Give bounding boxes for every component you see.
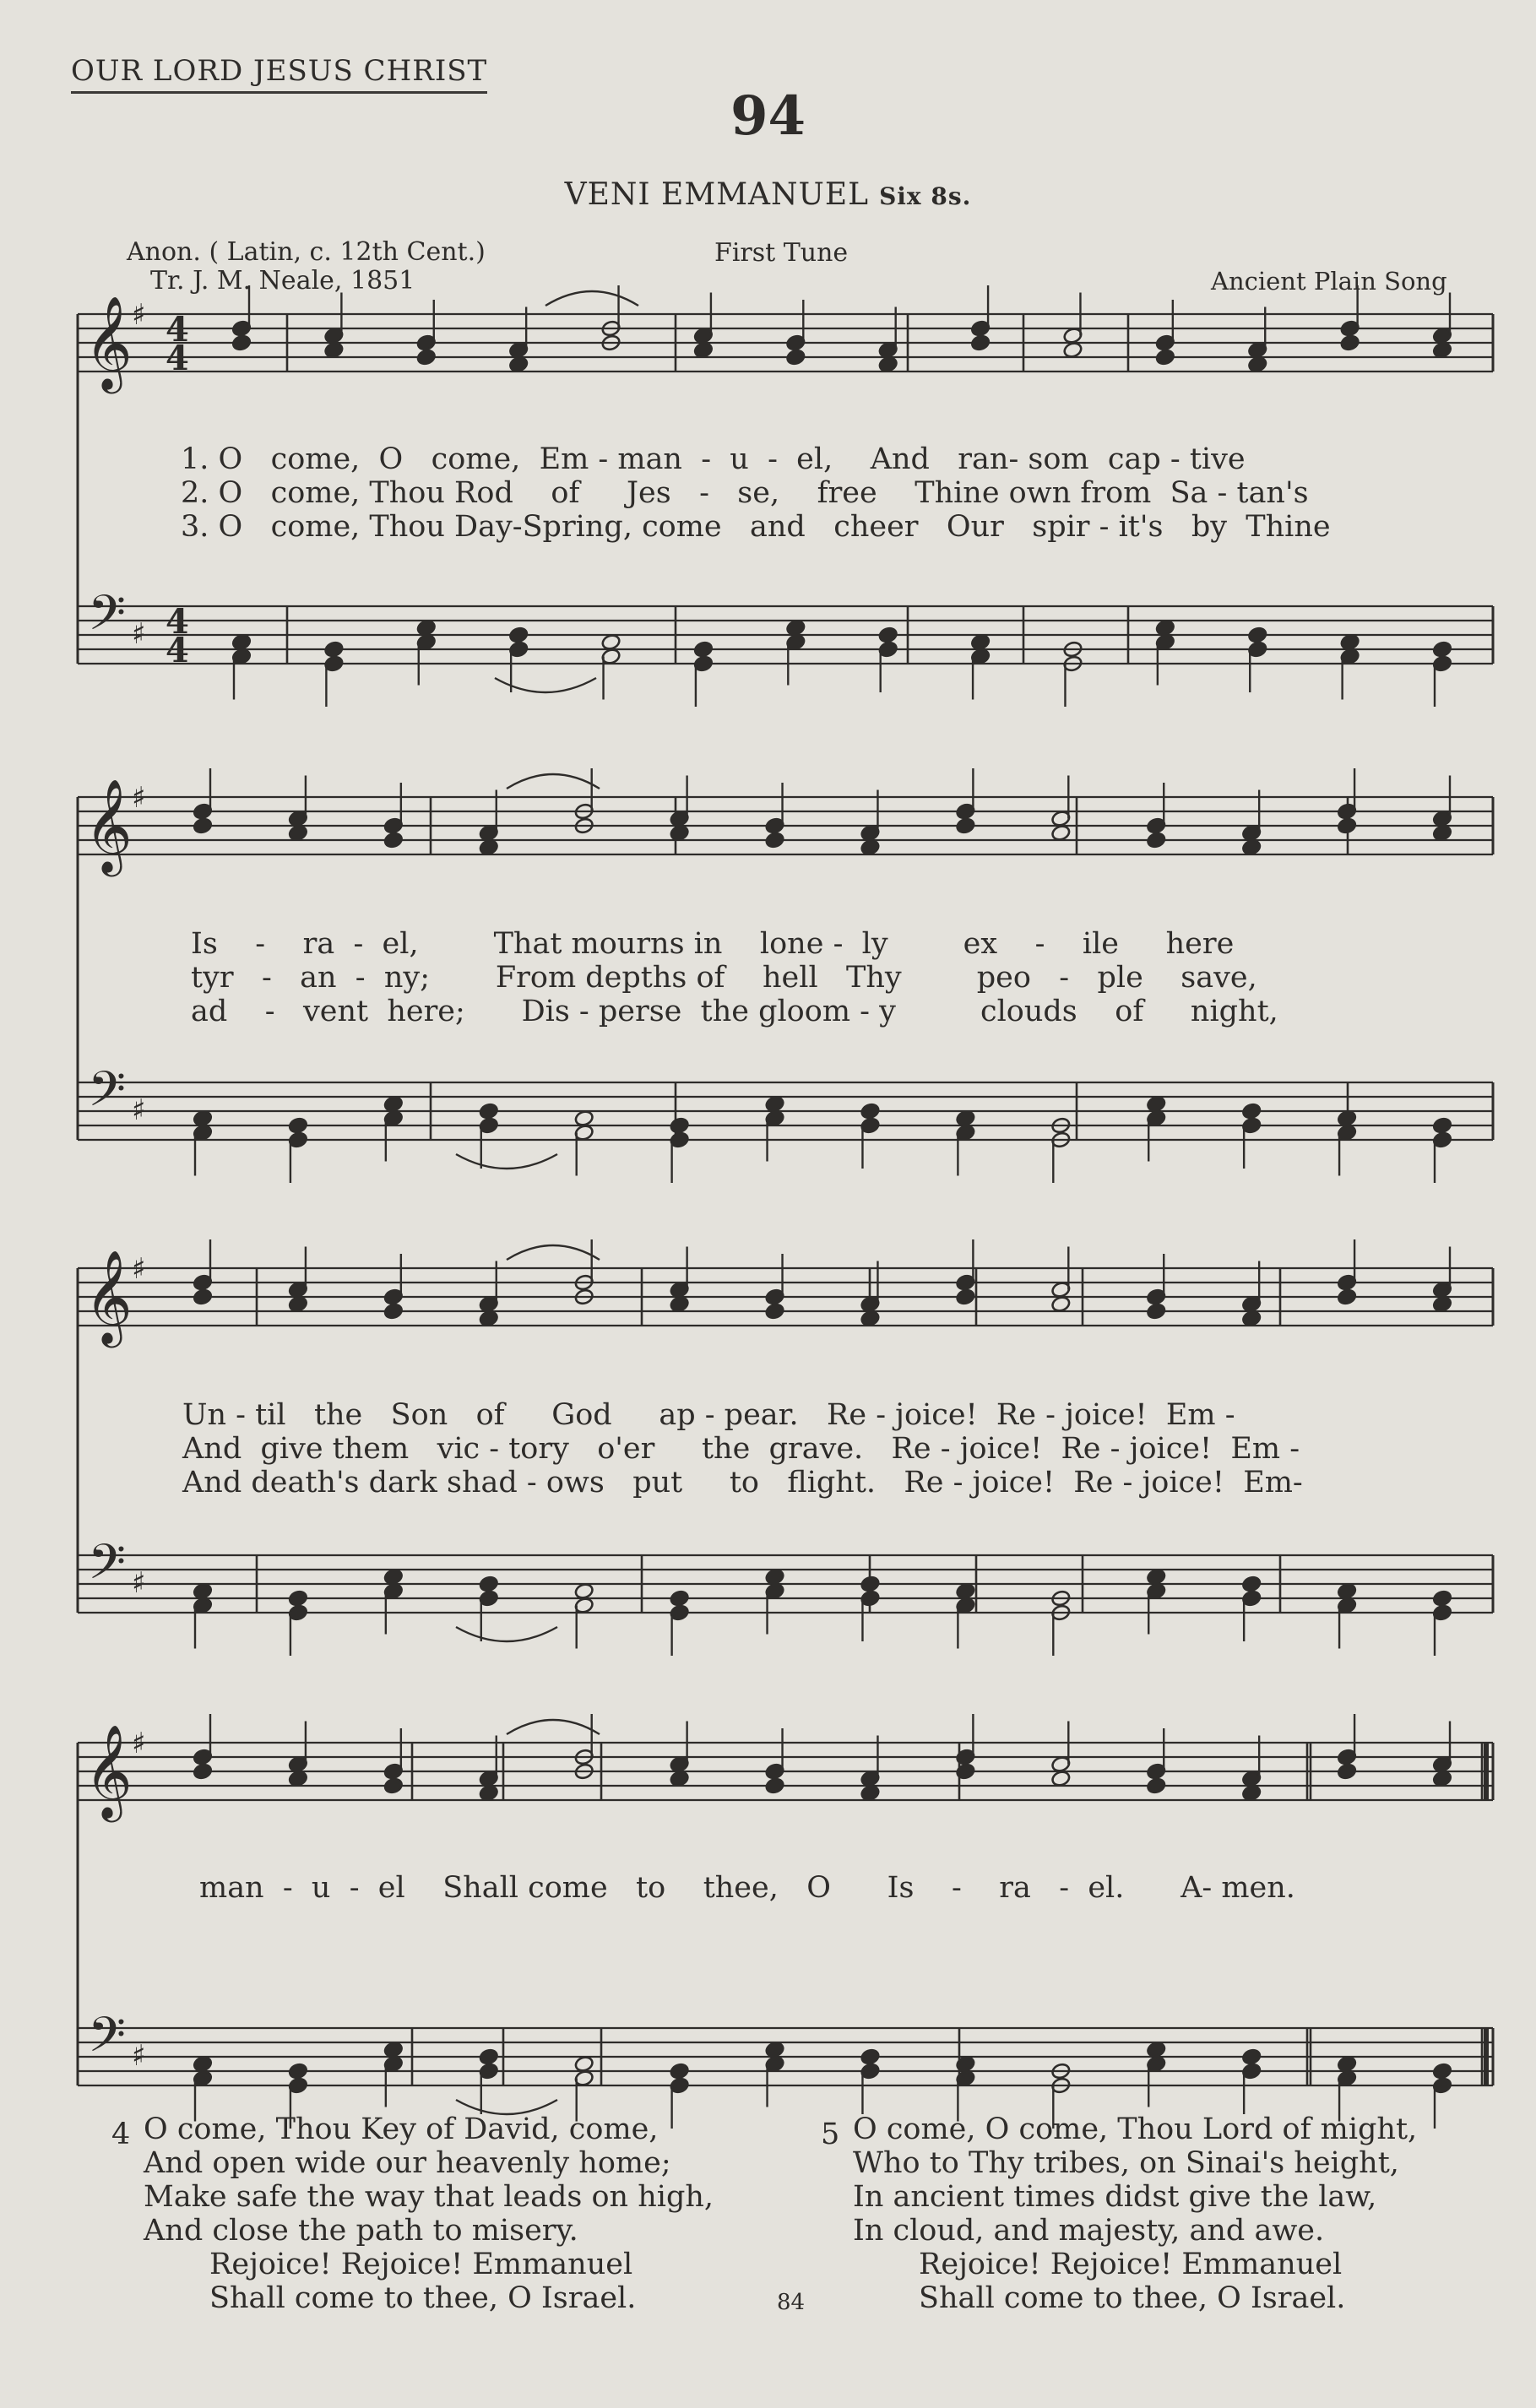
half-note [1050,1295,1071,1313]
lyric-line: 2. O come, Thou Rod of Jes - se, free Thine own from Sa - tan's [181,476,1309,510]
treble-clef: 𝄞 [84,778,133,873]
quarter-note [693,641,714,659]
quarter-note [878,626,898,644]
quarter-note [383,1303,404,1321]
quarter-note [479,1576,499,1593]
tune-label: First Tune [714,238,849,268]
quarter-note [765,1568,785,1586]
quarter-note [193,1109,213,1127]
quarter-note [1340,633,1360,651]
quarter-note [765,1777,785,1795]
quarter-note [670,1117,690,1135]
sharp-key-signature: ♯ [132,1093,146,1127]
quarter-note [231,633,252,651]
lyric-line: ad - vent here; Dis - perse the gloom - y clouds of night, [191,995,1278,1028]
verse-number: 5 [821,2118,840,2151]
slur [545,291,638,306]
quarter-note [1337,1763,1357,1781]
lyric-line: man - u - el Shall come to thee, O Is - ra - el. A- men. [199,1871,1295,1905]
verse-line: And open wide our heavenly home; [144,2146,671,2180]
quarter-note [1241,1310,1262,1327]
quarter-note [1247,626,1267,644]
quarter-note [860,1310,880,1327]
half-note [1050,824,1071,842]
quarter-note [1247,355,1267,373]
quarter-note [670,1590,690,1608]
quarter-note [1146,832,1166,849]
verse-refrain: Rejoice! Rejoice! Emmanuel [919,2248,1343,2281]
quarter-note [955,1288,975,1306]
sharp-key-signature: ♯ [132,1252,146,1286]
quarter-note [1146,1303,1166,1321]
quarter-note [416,619,437,637]
time-signature-bottom: 4 [166,339,189,378]
slur [507,774,600,789]
quarter-note [860,838,880,856]
meter: Six 8s. [879,182,972,210]
quarter-note [479,838,499,856]
quarter-note [193,817,213,835]
quarter-note [1337,1109,1357,1127]
quarter-note [383,2041,404,2058]
quarter-note [323,341,344,359]
quarter-note [1241,1103,1262,1120]
quarter-note [670,1295,690,1313]
quarter-note [383,1095,404,1113]
half-note [601,633,621,651]
quarter-note [1432,1117,1452,1135]
quarter-note [193,1582,213,1600]
quarter-note [878,355,898,373]
half-note [1062,341,1083,359]
quarter-note [1155,619,1175,637]
quarter-note [860,2048,880,2066]
quarter-note [1241,838,1262,856]
treble-clef: 𝄞 [84,1249,133,1344]
quarter-note [288,2063,308,2080]
quarter-note [1337,817,1357,835]
quarter-note [860,1576,880,1593]
quarter-note [1337,2055,1357,2073]
time-signature-top: 4 [166,310,189,350]
time-signature-bottom: 4 [166,631,189,670]
bass-clef: 𝄢 [88,1533,127,1603]
quarter-note [765,1303,785,1321]
slur [456,1154,557,1169]
quarter-note [1241,1576,1262,1593]
verse-refrain: Shall come to thee, O Israel. [209,2281,637,2315]
lyric-line: 1. O come, O come, Em - man - u - el, And ran- som cap - tive [181,442,1246,476]
verse-refrain: Rejoice! Rejoice! Emmanuel [209,2248,633,2281]
quarter-note [288,1770,308,1787]
lyric-line: And death's dark shad - ows put to flight. Re - joice! Re - joice! Em- [182,1466,1303,1500]
quarter-note [1337,1582,1357,1600]
quarter-note [970,633,991,651]
sharp-key-signature: ♯ [132,298,146,332]
bass-clef: 𝄢 [88,584,127,654]
quarter-note [231,334,252,352]
author-line-2: Tr. J. M. Neale, 1851 [150,266,415,296]
half-note [1050,1770,1071,1787]
half-note [574,1109,594,1127]
sharp-key-signature: ♯ [132,617,146,651]
page-number: 84 [777,2290,806,2315]
verse-refrain: Shall come to thee, O Israel. [919,2281,1346,2315]
sharp-key-signature: ♯ [132,2039,146,2073]
quarter-note [479,1310,499,1327]
quarter-note [383,1568,404,1586]
quarter-note [508,626,529,644]
half-note [574,1582,594,1600]
time-signature-top: 4 [166,602,189,642]
quarter-note [1155,349,1175,366]
quarter-note [383,1777,404,1795]
tune-source: Ancient Plain Song [1211,267,1447,296]
verse-line: Make safe the way that leads on high, [144,2180,714,2214]
verse-line: In cloud, and majesty, and awe. [853,2214,1325,2248]
quarter-note [1146,1095,1166,1113]
lyric-line: And give them vic - tory o'er the grave. Re - joice! Re - joice! Em - [182,1432,1300,1466]
bass-clef: 𝄢 [88,2006,127,2076]
quarter-note [693,341,714,359]
quarter-note [193,1763,213,1781]
verse-line: O come, Thou Key of David, come, [144,2112,659,2146]
quarter-note [970,334,991,352]
quarter-note [670,1770,690,1787]
bass-clef: 𝄢 [88,1060,127,1131]
author-line-1: Anon. ( Latin, c. 12th Cent.) [127,237,486,267]
quarter-note [323,641,344,659]
quarter-note [1432,641,1452,659]
lyric-line: Un - til the Son of God ap - pear. Re - joice! Re - joice! Em - [182,1398,1235,1432]
verse-5 [853,2112,1417,2315]
quarter-note [670,824,690,842]
slur [456,1627,557,1641]
treble-clef: 𝄞 [84,1723,133,1819]
verse-4 [144,2112,714,2315]
quarter-note [1432,1295,1452,1313]
quarter-note [1340,334,1360,352]
tune-name: VENI EMMANUEL [564,177,870,212]
quarter-note [288,1295,308,1313]
quarter-note [1432,341,1452,359]
quarter-note [1432,824,1452,842]
sharp-key-signature: ♯ [132,1566,146,1600]
quarter-note [955,1109,975,1127]
quarter-note [288,1117,308,1135]
quarter-note [765,2041,785,2058]
quarter-note [508,355,529,373]
quarter-note [1146,1568,1166,1586]
quarter-note [383,832,404,849]
quarter-note [193,1288,213,1306]
quarter-note [860,1103,880,1120]
quarter-note [955,1582,975,1600]
verse-line: And close the path to misery. [144,2214,578,2248]
quarter-note [1432,2063,1452,2080]
lyric-line: Is - ra - el, That mourns in lone - ly ex - ile here [191,927,1235,961]
quarter-note [785,619,806,637]
quarter-note [1146,1777,1166,1795]
slur [507,1245,600,1260]
quarter-note [479,1784,499,1802]
verse-line: O come, O come, Thou Lord of might, [853,2112,1418,2146]
quarter-note [193,2055,213,2073]
quarter-note [288,824,308,842]
lyric-line: tyr - an - ny; From depths of hell Thy peo - ple save, [191,961,1257,995]
quarter-note [479,1103,499,1120]
quarter-note [416,349,437,366]
sharp-key-signature: ♯ [132,781,146,815]
verse-line: In ancient times didst give the law, [853,2180,1377,2214]
hymn-number: 94 [730,84,806,148]
running-head: OUR LORD JESUS CHRIST [71,54,487,94]
quarter-note [765,832,785,849]
quarter-note [1337,1288,1357,1306]
quarter-note [1432,1770,1452,1787]
quarter-note [860,1784,880,1802]
quarter-note [785,349,806,366]
verse-line: Who to Thy tribes, on Sinai's height, [853,2146,1399,2180]
quarter-note [1241,1784,1262,1802]
verse-number: 4 [111,2118,131,2151]
half-note [574,2055,594,2073]
quarter-note [288,1590,308,1608]
quarter-note [670,2063,690,2080]
sharp-key-signature: ♯ [132,1727,146,1760]
treble-clef: 𝄞 [84,295,133,390]
lyric-line: 3. O come, Thou Day-Spring, come and cheer Our spir - it's by Thine [181,510,1331,544]
quarter-note [1432,1590,1452,1608]
quarter-note [479,2048,499,2066]
slur [507,1720,600,1734]
quarter-note [765,1095,785,1113]
quarter-note [1241,2048,1262,2066]
quarter-note [1146,2041,1166,2058]
quarter-note [955,817,975,835]
